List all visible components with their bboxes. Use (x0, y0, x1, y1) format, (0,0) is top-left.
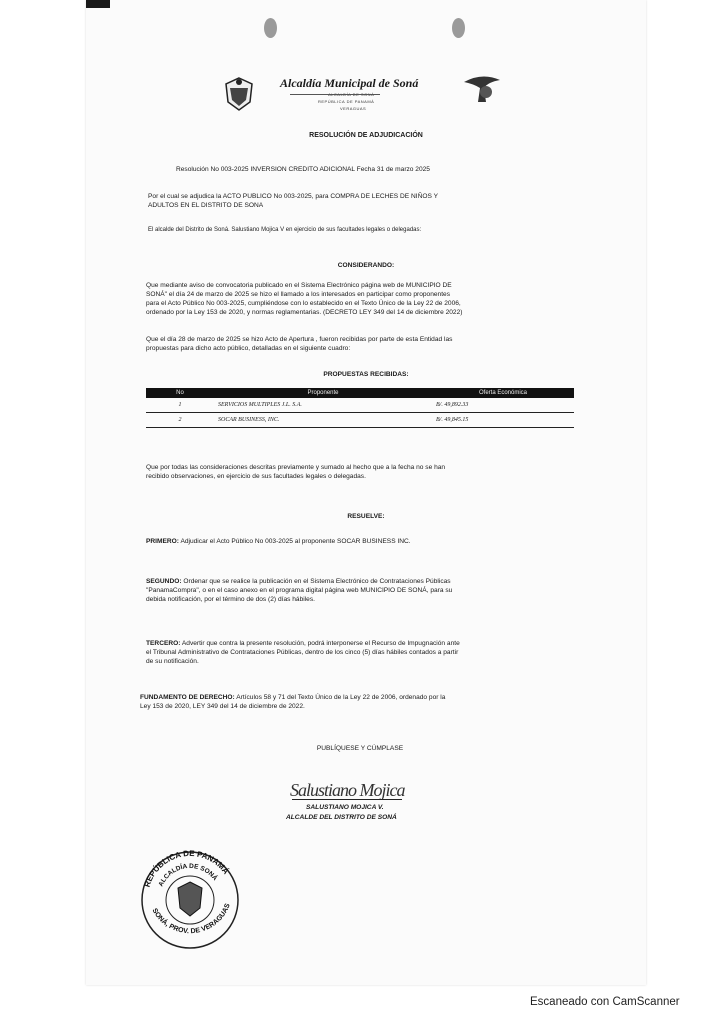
segundo-label: SEGUNDO: (146, 578, 182, 585)
fundamento-label: FUNDAMENTO DE DERECHO: (140, 694, 235, 701)
after-table-l2: recibido observaciones, en ejercicio de sus facultades legales o delegadas. (146, 473, 366, 480)
tercero-label: TERCERO: (146, 640, 181, 647)
row-proponente: SOCAR BUSINESS, INC. (214, 413, 432, 428)
punch-hole-right (452, 18, 465, 38)
resolution-reference: Resolución No 003-2025 INVERSION CREDITO ADICIONAL Fecha 31 de marzo 2025 (176, 166, 430, 173)
scan-edge-mark (86, 0, 110, 8)
resuelve-heading: RESUELVE: (347, 513, 385, 520)
tercero-text-2: el Tribunal Administrativo de Contrataciones Públicas, dentro de los cinco (5) días hábiles contados a partir (146, 649, 459, 656)
table-row (146, 398, 574, 413)
fundamento-paragraph (140, 693, 445, 702)
col-header-oferta: Oferta Económica (432, 388, 574, 398)
row-oferta: B/. 49,845.15 (432, 413, 574, 428)
document-title: RESOLUCIÓN DE ADJUDICACIÓN (309, 132, 423, 139)
intro-line-2: ADULTOS EN EL DISTRITO DE SONA (148, 202, 264, 209)
signature-line (292, 799, 402, 800)
considerando-p2-l2: propuestas para dicho acto público, detalladas en el siguiente cuadro: (146, 345, 351, 352)
segundo-text-3: debida notificación, por el término de dos (2) días hábiles. (146, 596, 315, 603)
seal-inner-text: ALCALDÍA DE SONÁ (157, 862, 219, 888)
considerando-p1-l1: Que mediante aviso de convocatoria publicado en el Sistema Electrónico página web de MUNICIPIO DE (146, 282, 452, 289)
intro-line-1: Por el cual se adjudica la ACTO PUBLICO No 003-2025, para COMPRA DE LECHES DE NIÑOS Y (148, 193, 439, 200)
propuestas-heading: PROPUESTAS RECIBIDAS: (323, 371, 409, 378)
signer-name: SALUSTIANO MOJICA V. (306, 804, 384, 811)
header-sub-2: REPÚBLICA DE PANAMÁ (318, 99, 375, 104)
coat-of-arms-icon (222, 76, 256, 112)
row-proponente: SERVICIOS MULTIPLES J.L. S.A. (214, 398, 432, 413)
camscanner-footer: Escaneado con CamScanner (530, 996, 680, 1008)
tercero-text-1: Advertir que contra la presente resolución, podrá interponerse el Recurso de Impugnación ante (181, 640, 460, 647)
proposals-table (146, 388, 574, 428)
after-table-l1: Que por todas las consideraciones descritas previamente y sumado al hecho que a la fecha no se han (146, 464, 446, 471)
signer-title: ALCALDE DEL DISTRITO DE SONÁ (286, 814, 397, 821)
segundo-text-2: "PanamaCompra", o en el caso anexo en el programa digital página web MUNICIPIO DE SONÁ, para su (146, 587, 453, 594)
row-oferta: B/. 49,892.33 (432, 398, 574, 413)
tercero-text-3: de su notificación. (146, 658, 199, 665)
signature-scribble: Salustiano Mojica (290, 780, 405, 800)
header-sub-3: VERAGUAS (340, 106, 367, 111)
primero-label: PRIMERO: (146, 538, 179, 545)
header-title: Alcaldía Municipal de Soná (280, 76, 419, 90)
fundamento-text-1: Artículos 58 y 71 del Texto Único de la Ley 22 de 2006, ordenado por la (236, 694, 446, 701)
segundo-paragraph (146, 577, 451, 586)
publiquese-line: PUBLÍQUESE Y CÚMPLASE (316, 745, 404, 752)
official-seal-stamp (138, 838, 242, 958)
row-no: 1 (146, 398, 214, 413)
considerando-p1-l3: para el Acto Público No 003-2025, cumpliéndose con lo establecido en el Texto Único de la Ley 22 de 2006, (146, 300, 461, 307)
segundo-text-1: Ordenar que se realice la publicación en el Sistema Electrónico de Contrataciones Públicas (183, 578, 451, 585)
tercero-paragraph (146, 639, 460, 648)
seal-outer-text: REPÚBLICA DE PANAMÁ (142, 848, 231, 889)
considerando-p1-l4: ordenado por la Ley 153 de 2020, y normas reglamentarias. (DECRETO LEY 349 del 14 de diciembre 2022) (146, 309, 463, 316)
eagle-emblem-icon (462, 72, 502, 106)
header-sub-1: ALCALDÍA DE SONÁ (328, 92, 375, 97)
seal-bottom-text: SONÁ, PROV. DE VERAGUAS (150, 902, 232, 936)
fundamento-text-2: Ley 153 de 2020, LEY 349 del 14 de diciembre de 2022. (140, 703, 305, 710)
primero-paragraph (146, 537, 411, 546)
col-header-no: No (146, 388, 214, 398)
table-row (146, 413, 574, 428)
considerando-heading: CONSIDERANDO: (337, 262, 395, 269)
header-divider (290, 94, 380, 95)
row-no: 2 (146, 413, 214, 428)
considerando-p2-l1: Que el día 28 de marzo de 2025 se hizo Acto de Apertura , fueron recibidas por parte de esta Entidad las (146, 336, 453, 343)
punch-hole-left (264, 18, 277, 38)
primero-text: Adjudicar el Acto Público No 003-2025 al proponente SOCAR BUSINESS INC. (180, 538, 411, 545)
col-header-proponente: Proponente (214, 388, 432, 398)
considerando-p1-l2: SONÁ" el día 24 de marzo de 2025 se hizo el llamado a los interesados en participar como proponentes (146, 291, 450, 298)
alcalde-line: El alcalde del Distrito de Soná. Salustiano Mojica V en ejercicio de sus facultades legales o delegadas: (148, 227, 422, 233)
